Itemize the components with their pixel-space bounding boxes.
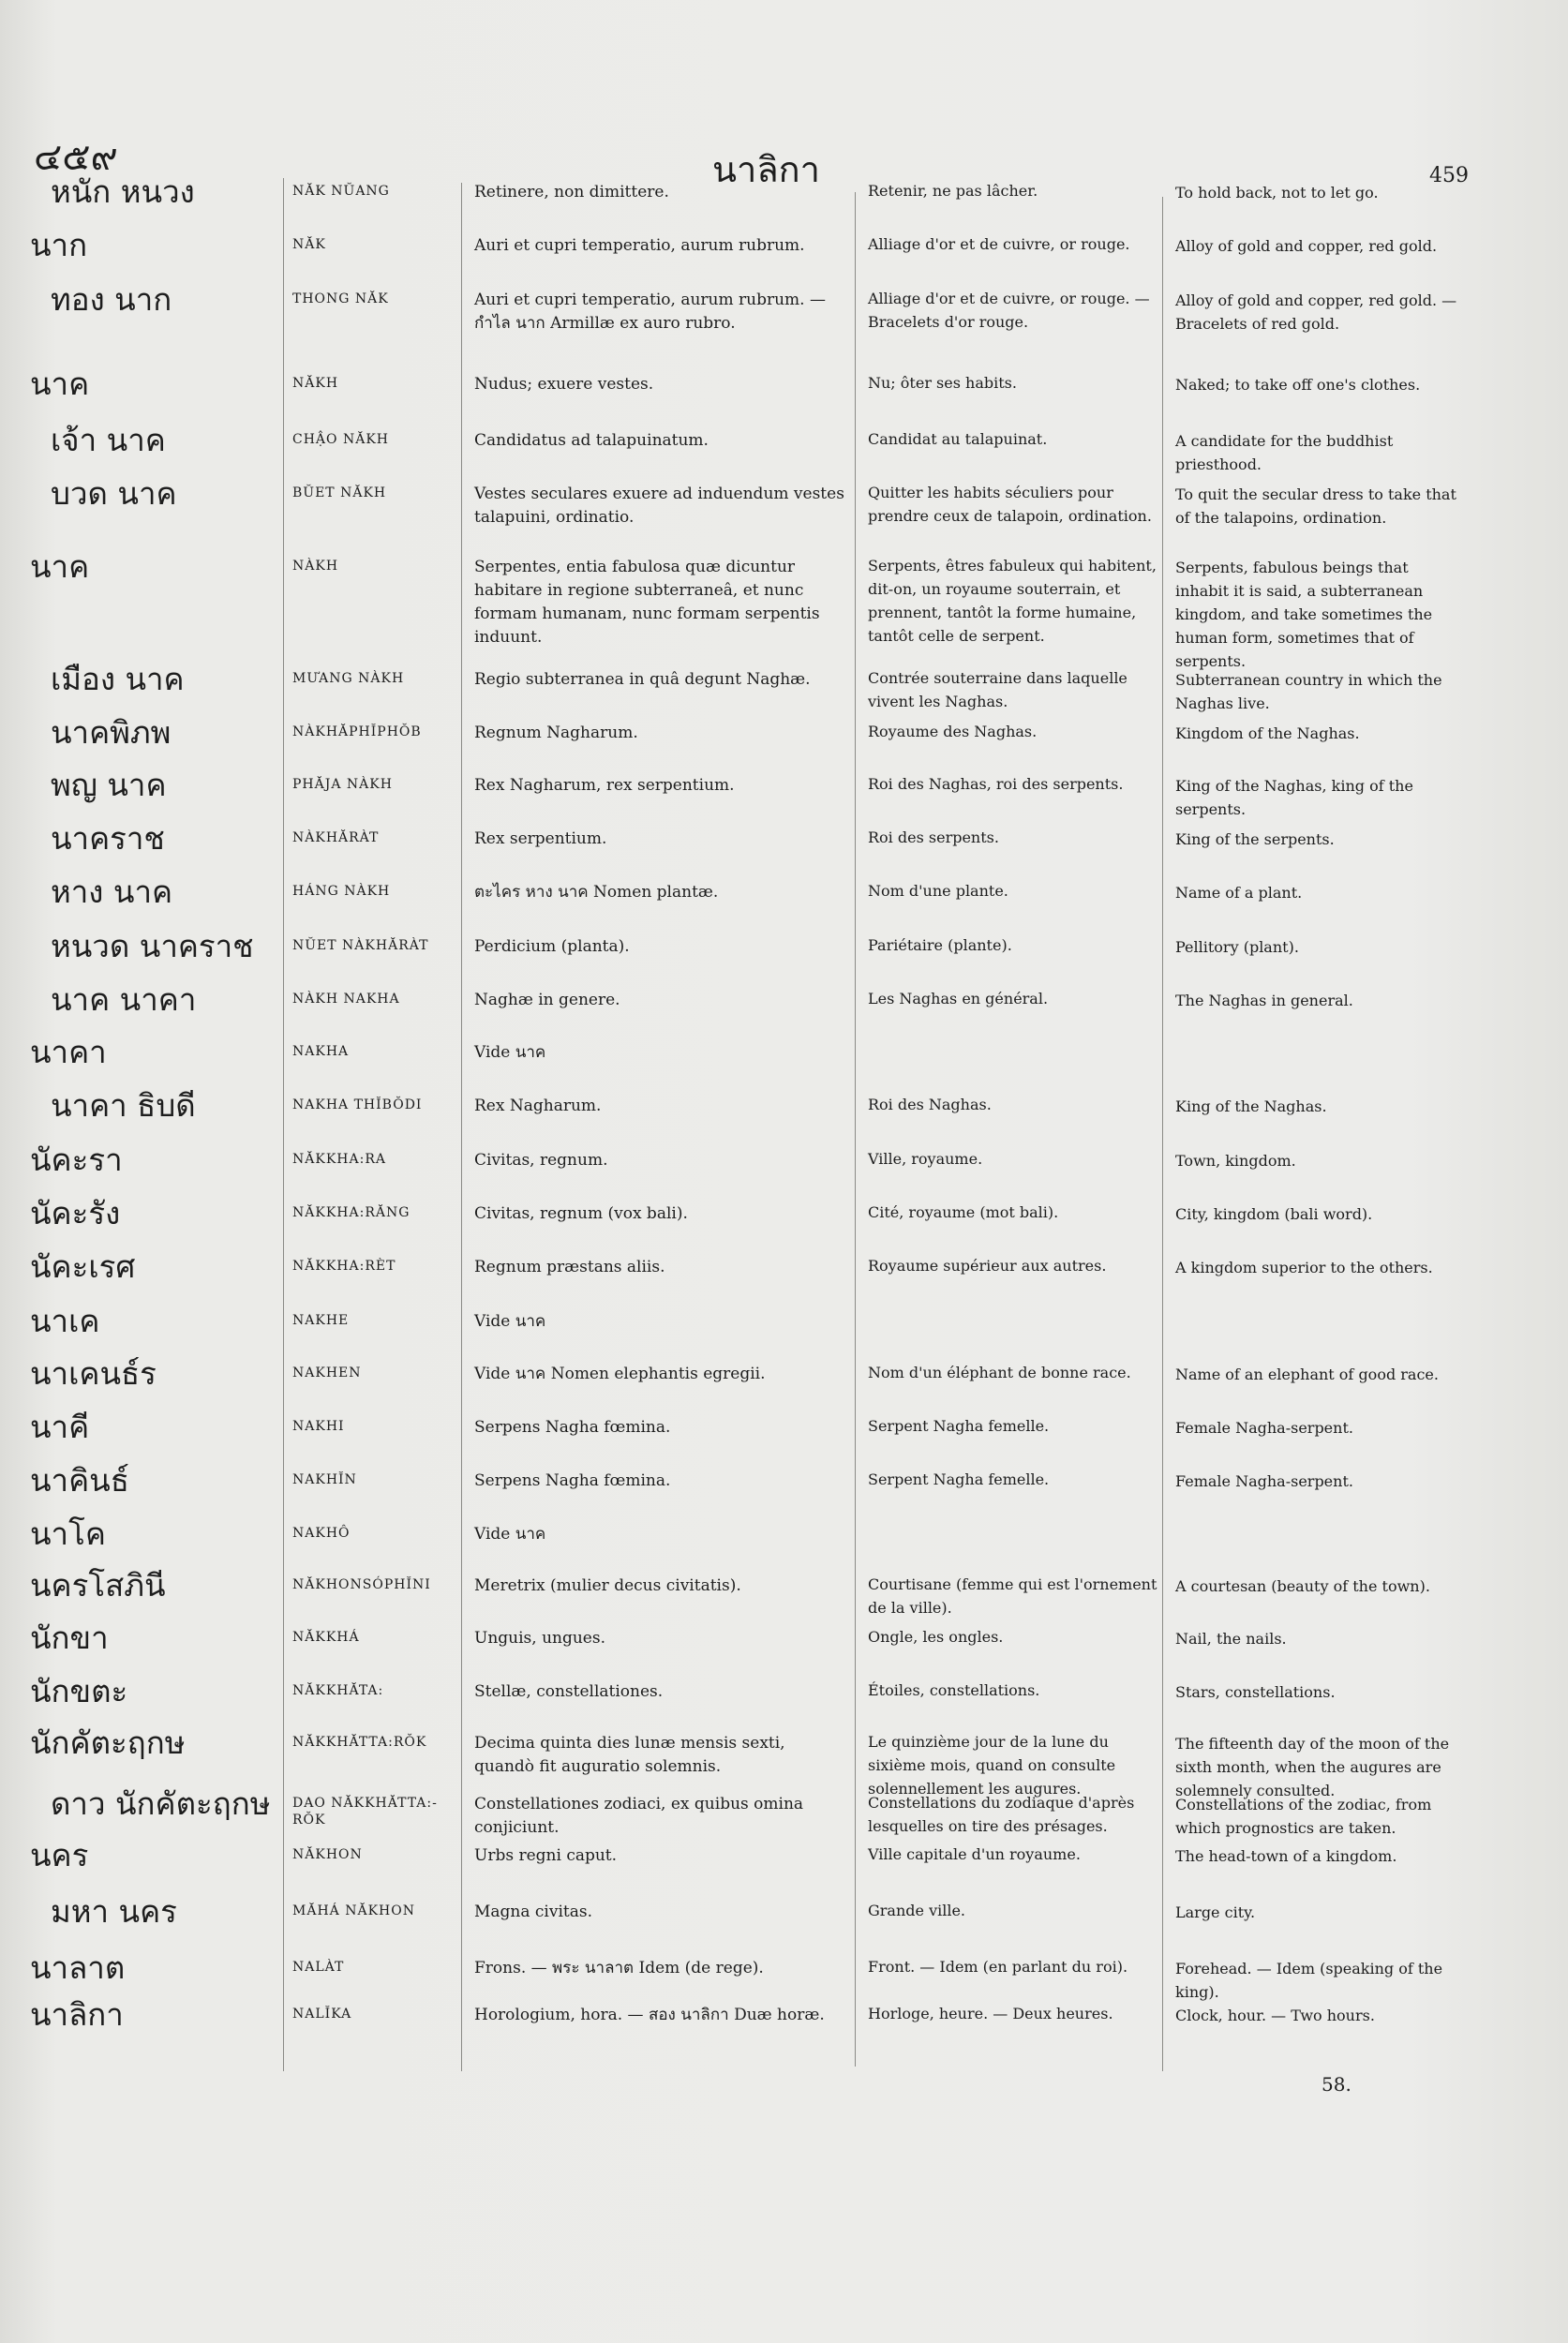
table-row <box>0 1619 1568 1672</box>
definition-english: Subterranean country in which the Naghas live. <box>1175 671 1442 712</box>
definition-english: Clock, hour. — Two hours. <box>1175 2007 1375 2024</box>
definition-english: King of the Naghas, king of the serpents. <box>1175 777 1413 818</box>
definition-english: King of the serpents. <box>1175 830 1335 848</box>
definition-latin: Serpens Nagha fœmina. <box>474 1418 671 1437</box>
headword-thai: นาก <box>30 227 88 263</box>
table-row <box>0 1837 1568 1889</box>
definition-english: To hold back, not to let go. <box>1175 184 1379 201</box>
definition-latin: ตะไคร หาง นาค Nomen plantæ. <box>474 883 719 902</box>
definition-latin: Rex serpentium. <box>474 829 607 848</box>
table-row <box>0 173 1568 226</box>
definition-french: Ville capitale d'un royaume. <box>868 1845 1081 1863</box>
definition-english: To quit the secular dress to take that of the talapoins, ordination. <box>1175 485 1456 527</box>
table-row <box>0 1515 1568 1568</box>
definition-latin: Decima quinta dies lunæ mensis sexti, quandò fit auguratio solemnis. <box>474 1734 785 1776</box>
definition-english: Constellations of the zodiac, from which prognostics are taken. <box>1175 1796 1432 1837</box>
definition-french: Grande ville. <box>868 1902 966 1919</box>
definition-english: City, kingdom (bali word). <box>1175 1205 1373 1223</box>
definition-french: Nom d'une plante. <box>868 882 1008 900</box>
definition-french: Courtisane (femme qui est l'ornement de la ville). <box>868 1575 1157 1617</box>
table-row <box>0 475 1568 528</box>
headword-thai: ทอง นาก <box>51 281 172 318</box>
headword-thai: นาคา ธิบดี <box>51 1087 196 1124</box>
table-row <box>0 873 1568 926</box>
headword-romanized: NAKHEN <box>292 1366 362 1380</box>
headword-romanized: HÁNG NÀKH <box>292 884 391 899</box>
table-row <box>0 1248 1568 1301</box>
headword-thai: นักคัตะฤกษ <box>30 1724 186 1761</box>
definition-latin: Candidatus ad talapuinatum. <box>474 431 709 450</box>
definition-english: Town, kingdom. <box>1175 1152 1296 1170</box>
definition-latin: Stellæ, constellationes. <box>474 1682 664 1701</box>
definition-french: Nu; ôter ses habits. <box>868 374 1017 392</box>
headword-romanized: NÀKH NAKHA <box>292 992 400 1007</box>
sheet-signature: 58. <box>1322 2073 1351 2096</box>
table-row <box>0 281 1568 334</box>
headword-romanized: NĂKKHA:RÈT <box>292 1259 396 1274</box>
definition-french: Constellations du zodiaque d'après lesquelles on tire des présages. <box>868 1794 1135 1835</box>
definition-english: Naked; to take off one's clothes. <box>1175 376 1421 394</box>
table-row <box>0 981 1568 1034</box>
definition-english: Large city. <box>1175 1903 1256 1921</box>
headword-thai: หนัก หนวง <box>51 173 195 210</box>
headword-thai: นครโสภินี <box>30 1567 166 1604</box>
definition-english: The Naghas in general. <box>1175 992 1353 1009</box>
definition-latin: Rex Nagharum. <box>474 1097 602 1115</box>
table-row <box>0 1724 1568 1799</box>
headword-romanized: CHẬO NĂKH <box>292 432 389 447</box>
headword-romanized: MƯANG NÀKH <box>292 671 405 686</box>
table-row <box>0 1142 1568 1194</box>
definition-french: Serpent Nagha femelle. <box>868 1470 1050 1488</box>
definition-english: Serpents, fabulous beings that inhabit it is said, a subterranean kingdom, and take sometimes the human form, sometimes that of serpents. <box>1175 559 1433 670</box>
definition-french: Les Naghas en général. <box>868 990 1049 1007</box>
definition-french: Roi des Naghas, roi des serpents. <box>868 775 1124 793</box>
table-row <box>0 1087 1568 1140</box>
definition-english: Name of a plant. <box>1175 884 1303 902</box>
definition-latin: Civitas, regnum. <box>474 1151 608 1170</box>
definition-french: Serpent Nagha femelle. <box>868 1417 1050 1435</box>
definition-french: Pariétaire (plante). <box>868 936 1012 954</box>
headword-romanized: NAKHI <box>292 1419 345 1434</box>
headword-thai: ดาว นักคัตะฤกษ <box>51 1785 271 1822</box>
headword-romanized: NÀKHĂPHĬPHŎB <box>292 724 422 739</box>
definition-latin: Vestes seculares exuere ad induendum vestes talapuini, ordinatio. <box>474 485 844 527</box>
table-row <box>0 422 1568 474</box>
headword-romanized: NŬET NÀKHĂRÀT <box>292 938 429 953</box>
headword-thai: นาค <box>30 366 90 402</box>
headword-thai: นาลิกา <box>30 1996 124 2033</box>
definition-french: Nom d'un éléphant de bonne race. <box>868 1364 1131 1381</box>
table-row <box>0 1303 1568 1355</box>
definition-english: Stars, constellations. <box>1175 1683 1336 1701</box>
definition-english: Alloy of gold and copper, red gold. <box>1175 237 1438 255</box>
definition-latin: Vide นาค <box>474 1312 546 1331</box>
headword-romanized: PHĂJA NÀKH <box>292 777 393 792</box>
definition-french: Ongle, les ongles. <box>868 1628 1004 1646</box>
definition-latin: Retinere, non dimittere. <box>474 183 669 201</box>
headword-thai: นาคราช <box>51 820 165 857</box>
table-row <box>0 714 1568 767</box>
headword-romanized: NĂK <box>292 237 326 252</box>
headword-romanized: NĂKKHĂTTA:RŎK <box>292 1735 427 1750</box>
headword-romanized: THONG NĂK <box>292 291 389 306</box>
headword-romanized: NĂKHON <box>292 1847 363 1862</box>
headword-thai: หาง นาค <box>51 873 173 910</box>
definition-latin: Urbs regni caput. <box>474 1846 618 1865</box>
headword-romanized: MĂHÁ NĂKHON <box>292 1903 415 1918</box>
table-row <box>0 1893 1568 1946</box>
headword-romanized: NALÀT <box>292 1960 345 1975</box>
definition-french: Ville, royaume. <box>868 1150 983 1168</box>
headword-thai: นาค นาคา <box>51 981 197 1018</box>
table-row <box>0 1785 1568 1838</box>
table-row <box>0 1996 1568 2049</box>
definition-english: Alloy of gold and copper, red gold. — Bracelets of red gold. <box>1175 291 1457 333</box>
definition-french: Cité, royaume (mot bali). <box>868 1203 1059 1221</box>
headword-romanized: NAKHĬN <box>292 1472 357 1487</box>
definition-english: A candidate for the buddhist priesthood. <box>1175 432 1394 473</box>
definition-latin: Frons. — พระ นาลาต Idem (de rege). <box>474 1959 764 1977</box>
headword-romanized: NAKHÔ <box>292 1526 351 1541</box>
definition-english: King of the Naghas. <box>1175 1097 1327 1115</box>
definition-english: Nail, the nails. <box>1175 1630 1287 1648</box>
definition-latin: Nudus; exuere vestes. <box>474 375 654 394</box>
definition-french: Étoiles, constellations. <box>868 1681 1040 1699</box>
headword-thai: นักขตะ <box>30 1673 128 1709</box>
definition-english: Pellitory (plant). <box>1175 938 1299 956</box>
headword-romanized: BŬET NĂKH <box>292 485 387 500</box>
definition-english: Forehead. — Idem (speaking of the king). <box>1175 1960 1443 2001</box>
table-row <box>0 1673 1568 1725</box>
headword-thai: เมือง นาค <box>51 661 185 697</box>
definition-latin: Vide นาค <box>474 1525 546 1544</box>
definition-french: Le quinzième jour de la lune du sixième mois, quand on consulte solennellement les augures. <box>868 1733 1116 1798</box>
headword-thai: นัคะเรศ <box>30 1248 136 1285</box>
definition-french: Retenir, ne pas lâcher. <box>868 182 1038 200</box>
table-row <box>0 1567 1568 1619</box>
headword-thai: นาคพิภพ <box>51 714 172 751</box>
definition-latin: Vide นาค Nomen elephantis egregii. <box>474 1365 766 1383</box>
headword-thai: นัคะรา <box>30 1142 123 1178</box>
definition-latin: Horologium, hora. — สอง นาลิกา Duæ horæ. <box>474 2006 825 2024</box>
definition-latin: Serpentes, entia fabulosa quæ dicuntur habitare in regione subterraneâ, et nunc formam humanam, nunc formam serpentis induunt. <box>474 558 820 647</box>
definition-french: Roi des Naghas. <box>868 1096 992 1113</box>
definition-english: Female Nagha-serpent. <box>1175 1472 1353 1490</box>
definition-latin: Auri et cupri temperatio, aurum rubrum. — กำไล นาก Armillæ ex auro rubro. <box>474 291 826 333</box>
headword-romanized: NAKHE <box>292 1313 350 1328</box>
definition-latin: Constellationes zodiaci, ex quibus omina conjiciunt. <box>474 1795 804 1837</box>
definition-english: A courtesan (beauty of the town). <box>1175 1577 1430 1595</box>
headword-romanized: NĂKHONSÓPHĬNI <box>292 1577 431 1592</box>
definition-french: Horloge, heure. — Deux heures. <box>868 2005 1113 2022</box>
headword-thai: นาลาต <box>30 1949 126 1986</box>
headword-romanized: NĂK NŬANG <box>292 184 390 199</box>
table-row <box>0 1195 1568 1247</box>
headword-thai: บวด นาค <box>51 475 177 512</box>
table-row <box>0 1409 1568 1461</box>
headword-romanized: NALĬKA <box>292 2007 352 2022</box>
table-row <box>0 767 1568 819</box>
headword-thai: หนวด นาคราช <box>51 928 254 964</box>
definition-french: Royaume supérieur aux autres. <box>868 1257 1107 1275</box>
headword-thai: พญ นาค <box>51 767 167 803</box>
headword-thai: นัคะรัง <box>30 1195 121 1231</box>
headword-thai: นาเค <box>30 1303 100 1339</box>
table-row <box>0 661 1568 713</box>
headword-romanized: NĂKKHA:RA <box>292 1152 386 1167</box>
headword-thai: นาคินธ์ <box>30 1462 129 1499</box>
definition-english: A kingdom superior to the others. <box>1175 1259 1433 1276</box>
definition-latin: Perdicium (planta). <box>474 937 630 956</box>
definition-french: Alliage d'or et de cuivre, or rouge. — Bracelets d'or rouge. <box>868 290 1150 331</box>
headword-romanized: NÀKHĂRÀT <box>292 830 380 845</box>
definition-latin: Meretrix (mulier decus civitatis). <box>474 1576 741 1595</box>
definition-french: Roi des serpents. <box>868 828 999 846</box>
headword-thai: นาคี <box>30 1409 90 1445</box>
table-row <box>0 1949 1568 2002</box>
headword-romanized: NĂKH <box>292 376 339 391</box>
running-head: นาลิกา <box>712 149 820 190</box>
definition-latin: Magna civitas. <box>474 1903 593 1921</box>
definition-english: Female Nagha-serpent. <box>1175 1419 1353 1437</box>
definition-english: The fifteenth day of the moon of the sixth month, when the augures are solemnely consulted. <box>1175 1735 1450 1799</box>
table-row <box>0 928 1568 980</box>
definition-french: Serpents, êtres fabuleux qui habitent, dit-on, un royaume souterrain, et prennent, tantôt la forme humaine, tantôt celle de serpent. <box>868 557 1157 645</box>
table-row <box>0 366 1568 418</box>
definition-english: Kingdom of the Naghas. <box>1175 724 1360 742</box>
definition-latin: Unguis, ungues. <box>474 1629 605 1648</box>
headword-thai: นาค <box>30 548 90 585</box>
headword-romanized: NAKHA <box>292 1044 350 1059</box>
definition-french: Contrée souterraine dans laquelle vivent les Naghas. <box>868 669 1127 710</box>
definition-latin: Naghæ in genere. <box>474 991 620 1009</box>
definition-latin: Serpens Nagha fœmina. <box>474 1471 671 1490</box>
definition-latin: Regnum præstans aliis. <box>474 1258 665 1276</box>
headword-romanized: NĂKKHÁ <box>292 1630 360 1645</box>
headword-romanized: NÀKH <box>292 559 339 574</box>
headword-thai: นักขา <box>30 1619 109 1656</box>
table-row <box>0 820 1568 873</box>
headword-thai: นคร <box>30 1837 89 1873</box>
headword-thai: นาโค <box>30 1515 106 1552</box>
headword-thai: เจ้า นาค <box>51 422 166 458</box>
table-row <box>0 227 1568 279</box>
definition-latin: Vide นาค <box>474 1043 546 1062</box>
definition-french: Alliage d'or et de cuivre, or rouge. <box>868 235 1130 253</box>
headword-romanized: DAO NĂKKHĂTTA:-RŎK <box>292 1796 438 1828</box>
table-row <box>0 548 1568 670</box>
definition-latin: Rex Nagharum, rex serpentium. <box>474 776 735 795</box>
definition-french: Candidat au talapuinat. <box>868 430 1048 448</box>
table-row <box>0 1034 1568 1086</box>
headword-romanized: NĂKKHĂTA: <box>292 1683 384 1698</box>
headword-romanized: NĂKKHA:RĂNG <box>292 1205 411 1220</box>
definition-latin: Regio subterranea in quâ degunt Naghæ. <box>474 670 811 689</box>
definition-french: Royaume des Naghas. <box>868 723 1038 740</box>
headword-thai: มหา นคร <box>51 1893 177 1930</box>
table-row <box>0 1462 1568 1515</box>
definition-latin: Regnum Nagharum. <box>474 724 638 742</box>
page-number: 459 <box>1429 164 1469 187</box>
headword-thai: นาเคนธ์ร <box>30 1355 157 1392</box>
definition-french: Front. — Idem (en parlant du roi). <box>868 1958 1128 1976</box>
definition-english: Name of an elephant of good race. <box>1175 1366 1439 1383</box>
definition-english: The head-town of a kingdom. <box>1175 1847 1397 1865</box>
table-row <box>0 1355 1568 1408</box>
headword-romanized: NAKHA THĬBŎDI <box>292 1097 423 1112</box>
thai-page-number: ๔๕๙ <box>34 136 118 179</box>
definition-latin: Auri et cupri temperatio, aurum rubrum. <box>474 236 805 255</box>
headword-thai: นาคา <box>30 1034 107 1070</box>
definition-french: Quitter les habits séculiers pour prendre ceux de talapoin, ordination. <box>868 484 1152 525</box>
definition-latin: Civitas, regnum (vox bali). <box>474 1204 688 1223</box>
